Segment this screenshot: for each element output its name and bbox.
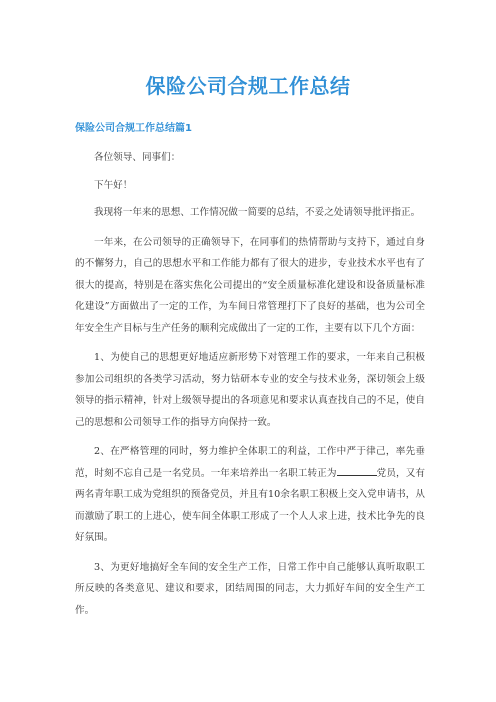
intro-paragraph: 我现将一年来的思想、工作情况做一简要的总结，不妥之处请领导批评指正。 bbox=[94, 207, 421, 218]
paragraph-2: 1、为使自己的思想更好地适应新形势下对管理工作的要求，一年来自己积极参加公司组织的各类学习活动，努力钻研本专业的安全与技术业务，深切领会上级领导的指示精神，针对上级领导提出的各项意见和要求认真查找自己的不足，使自己的思想和公司领导工作的指导方向保持一致。 bbox=[75, 352, 425, 428]
paragraph-3-part-b: 党员，又有两名青年职工成为党组织的预备党员，并且有10余名职工积极上交入党申请书，从而激励了职工的上进心，使车间全体职工形成了一个人人求上进，技术比争先的良好氛围。 bbox=[75, 467, 425, 543]
document-body bbox=[75, 147, 425, 629]
page-title: 保险公司合规工作总结 bbox=[145, 74, 351, 98]
paragraph-4: 3、为更好地搞好全车间的安全生产工作，日常工作中自己能够认真听取职工所反映的各类意见、建议和要求，团结周围的同志，大力抓好车间的安全生产工作。 bbox=[75, 561, 425, 616]
paragraph-1: 一年来，在公司领导的正确领导下，在同事们的热情帮助与支持下，通过自身的不懈努力，自己的思想水平和工作能力都有了很大的进步，专业技术水平也有了很大的提高，特别是在落实焦化公司提出的“安全质量标准化建设和设备质量标准化建设”方面做出了一定的工作，为车间日常管理打下了良好的基础，也为公司全年安全生产目标与生产任务的顺利完成做出了一定的工作，主要有以下几个方面： bbox=[75, 236, 425, 334]
section-heading: 保险公司合规工作总结篇1 bbox=[75, 123, 192, 134]
paragraph-3 bbox=[75, 441, 425, 549]
paragraph-3-part-a: 2、在严格管理的同时，努力维护全体职工的利益，工作中严于律己，率先垂范，时刻不忘自己是一名党员。一年来培养出一名职工转正为 bbox=[75, 446, 425, 479]
fill-in-blank bbox=[337, 465, 377, 476]
salutation-paragraph: 下午好！ bbox=[94, 179, 133, 191]
greeting-paragraph: 各位领导、同事们： bbox=[94, 152, 181, 163]
